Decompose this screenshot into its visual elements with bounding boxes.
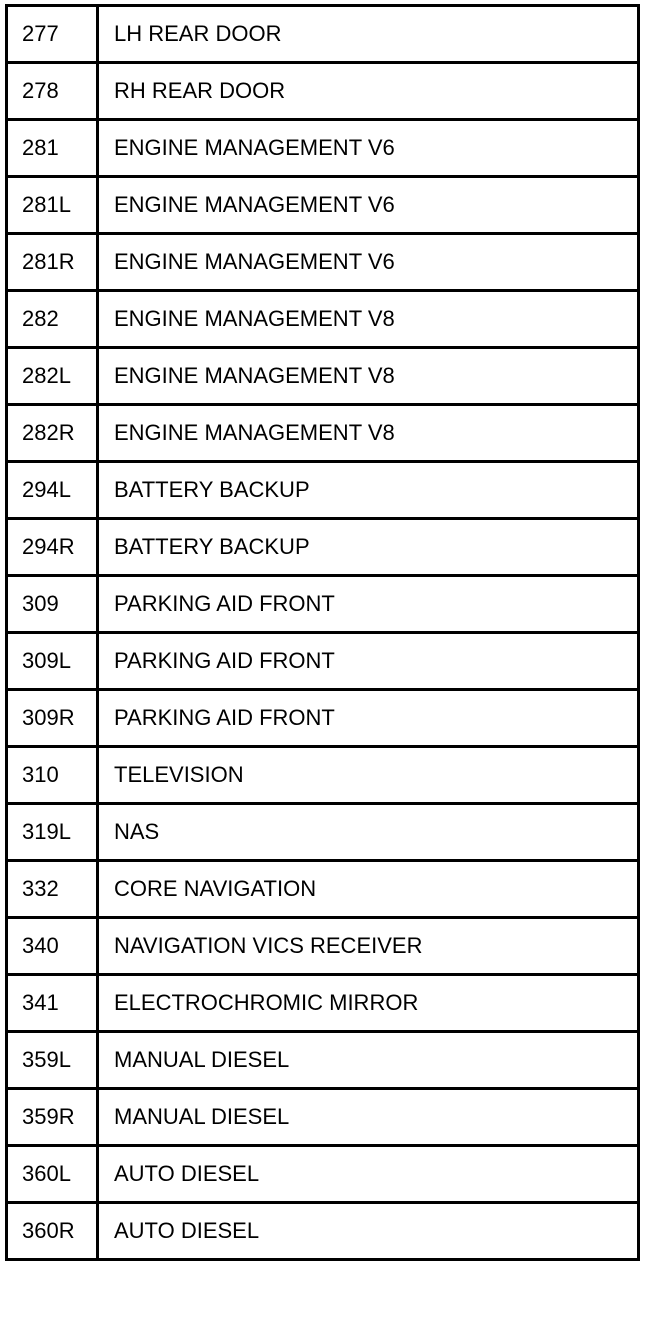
table-row [7,975,639,1032]
table-row [7,6,639,63]
table-row [7,1146,639,1203]
row-code-cell: 359R [7,1089,98,1146]
row-description-cell: BATTERY BACKUP [98,462,639,519]
row-description-cell: NAVIGATION VICS RECEIVER [98,918,639,975]
row-code-cell: 310 [7,747,98,804]
table-row [7,120,639,177]
table-row [7,462,639,519]
table-row [7,690,639,747]
row-code-cell: 294L [7,462,98,519]
table-row [7,291,639,348]
row-code-cell: 282L [7,348,98,405]
row-code-cell: 309R [7,690,98,747]
table-row [7,177,639,234]
row-description-cell: PARKING AID FRONT [98,690,639,747]
row-code-cell: 340 [7,918,98,975]
row-code-cell: 277 [7,6,98,63]
table-row [7,861,639,918]
row-code-cell: 309 [7,576,98,633]
row-code-cell: 359L [7,1032,98,1089]
table-row [7,348,639,405]
table-row [7,234,639,291]
row-description-cell: AUTO DIESEL [98,1203,639,1260]
row-description-cell: MANUAL DIESEL [98,1089,639,1146]
row-code-cell: 278 [7,63,98,120]
row-description-cell: ELECTROCHROMIC MIRROR [98,975,639,1032]
row-description-cell: MANUAL DIESEL [98,1032,639,1089]
row-description-cell: NAS [98,804,639,861]
row-description-cell: ENGINE MANAGEMENT V8 [98,405,639,462]
row-description-cell: CORE NAVIGATION [98,861,639,918]
row-code-cell: 360L [7,1146,98,1203]
row-code-cell: 281 [7,120,98,177]
code-table-container [5,4,640,1261]
row-code-cell: 319L [7,804,98,861]
row-code-cell: 341 [7,975,98,1032]
row-description-cell: ENGINE MANAGEMENT V8 [98,291,639,348]
table-row [7,519,639,576]
row-description-cell: RH REAR DOOR [98,63,639,120]
row-description-cell: ENGINE MANAGEMENT V8 [98,348,639,405]
row-description-cell: PARKING AID FRONT [98,633,639,690]
table-row [7,918,639,975]
row-code-cell: 332 [7,861,98,918]
row-code-cell: 360R [7,1203,98,1260]
table-row [7,747,639,804]
table-row [7,1089,639,1146]
row-description-cell: LH REAR DOOR [98,6,639,63]
row-description-cell: ENGINE MANAGEMENT V6 [98,120,639,177]
table-row [7,63,639,120]
row-description-cell: AUTO DIESEL [98,1146,639,1203]
row-description-cell: TELEVISION [98,747,639,804]
row-code-cell: 282R [7,405,98,462]
table-row [7,576,639,633]
row-code-cell: 281L [7,177,98,234]
row-description-cell: PARKING AID FRONT [98,576,639,633]
table-row [7,1203,639,1260]
table-row [7,633,639,690]
row-description-cell: ENGINE MANAGEMENT V6 [98,177,639,234]
row-description-cell: BATTERY BACKUP [98,519,639,576]
code-table [5,4,640,1261]
row-code-cell: 282 [7,291,98,348]
row-code-cell: 294R [7,519,98,576]
row-code-cell: 309L [7,633,98,690]
table-row [7,1032,639,1089]
row-description-cell: ENGINE MANAGEMENT V6 [98,234,639,291]
table-row [7,405,639,462]
row-code-cell: 281R [7,234,98,291]
table-row [7,804,639,861]
code-table-body [7,6,639,1260]
